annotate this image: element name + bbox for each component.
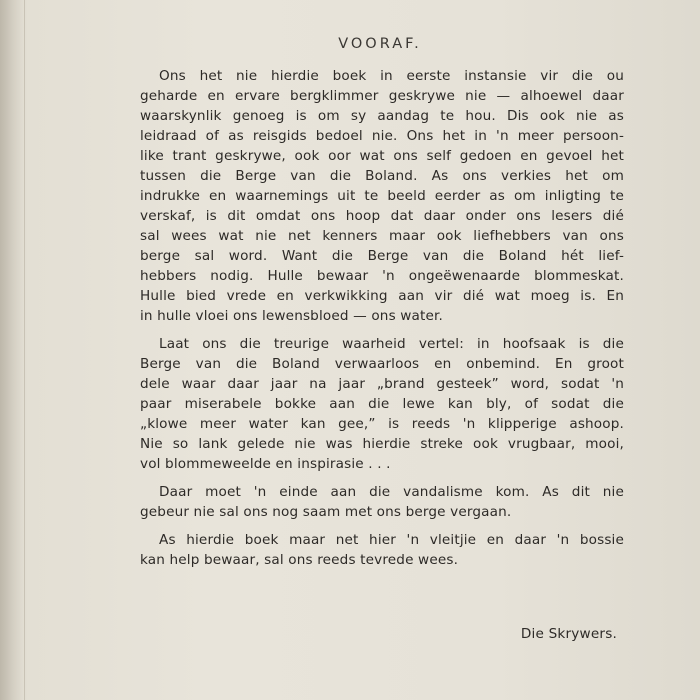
paragraph-1 bbox=[140, 66, 624, 326]
text-line: like trant geskrywe, ook oor wat ons self gedoen en gevoel het bbox=[140, 148, 624, 164]
text-line: geharde en ervare bergklimmer geskrywe nie — alhoewel daar bbox=[140, 88, 624, 104]
text-line: Daar moet 'n einde aan die vandalisme kom. As dit nie bbox=[159, 484, 624, 500]
body-text bbox=[140, 66, 624, 578]
text-line: Laat ons die treurige waarheid vertel: in hoofsaak is die bbox=[159, 336, 624, 352]
page-title: VOORAF. bbox=[338, 36, 422, 52]
text-line: dele waar daar jaar na jaar „brand gesteek” word, sodat 'n bbox=[140, 376, 624, 392]
text-line: Nie so lank gelede nie was hierdie streke ook vrugbaar, mooi, bbox=[140, 436, 624, 452]
text-line: indrukke en waarnemings uit te beeld eerder as om inligting te bbox=[140, 188, 624, 204]
text-line: Hulle bied vrede en verkwikking aan vir dié wat moeg is. En bbox=[140, 288, 624, 304]
text-line: kan help bewaar, sal ons reeds tevrede wees. bbox=[140, 552, 459, 568]
text-line: sal wees wat nie net kenners maar ook liefhebbers van ons bbox=[140, 228, 624, 244]
signature: Die Skrywers. bbox=[520, 626, 617, 642]
text-line: tussen die Berge van die Boland. As ons verkies het om bbox=[140, 168, 624, 184]
text-line: As hierdie boek maar net hier 'n vleitjie en daar 'n bossie bbox=[159, 532, 624, 548]
text-line: Berge van die Boland verwaarloos en onbemind. En groot bbox=[140, 356, 624, 372]
text-line: vol blommeweelde en inspirasie . . . bbox=[140, 456, 391, 472]
text-line: „klowe meer water kan gee,” is reeds 'n klipperige ashoop. bbox=[140, 416, 624, 432]
paragraph-3 bbox=[140, 482, 624, 522]
text-line: in hulle vloei ons lewensbloed — ons water. bbox=[140, 308, 443, 324]
text-line: leidraad of as reisgids bedoel nie. Ons het in 'n meer persoon- bbox=[140, 128, 624, 144]
text-line: gebeur nie sal ons nog saam met ons berge vergaan. bbox=[140, 504, 512, 520]
text-line: paar miserabele bokke aan die lewe kan bly, of sodat die bbox=[140, 396, 624, 412]
text-line: hebbers nodig. Hulle bewaar 'n ongeëwenaarde blommeskat. bbox=[140, 268, 624, 284]
book-spine bbox=[0, 0, 25, 700]
text-line: Ons het nie hierdie boek in eerste instansie vir die ou bbox=[159, 68, 624, 84]
paragraph-2 bbox=[140, 334, 624, 474]
paragraph-4 bbox=[140, 530, 624, 570]
text-line: verskaf, is dit omdat ons hoop dat daar onder ons lesers dié bbox=[140, 208, 624, 224]
text-line: berge sal word. Want die Berge van die Boland hét lief- bbox=[140, 248, 624, 264]
text-line: waarskynlik genoeg is om sy aandag te hou. Dis ook nie as bbox=[140, 108, 624, 124]
